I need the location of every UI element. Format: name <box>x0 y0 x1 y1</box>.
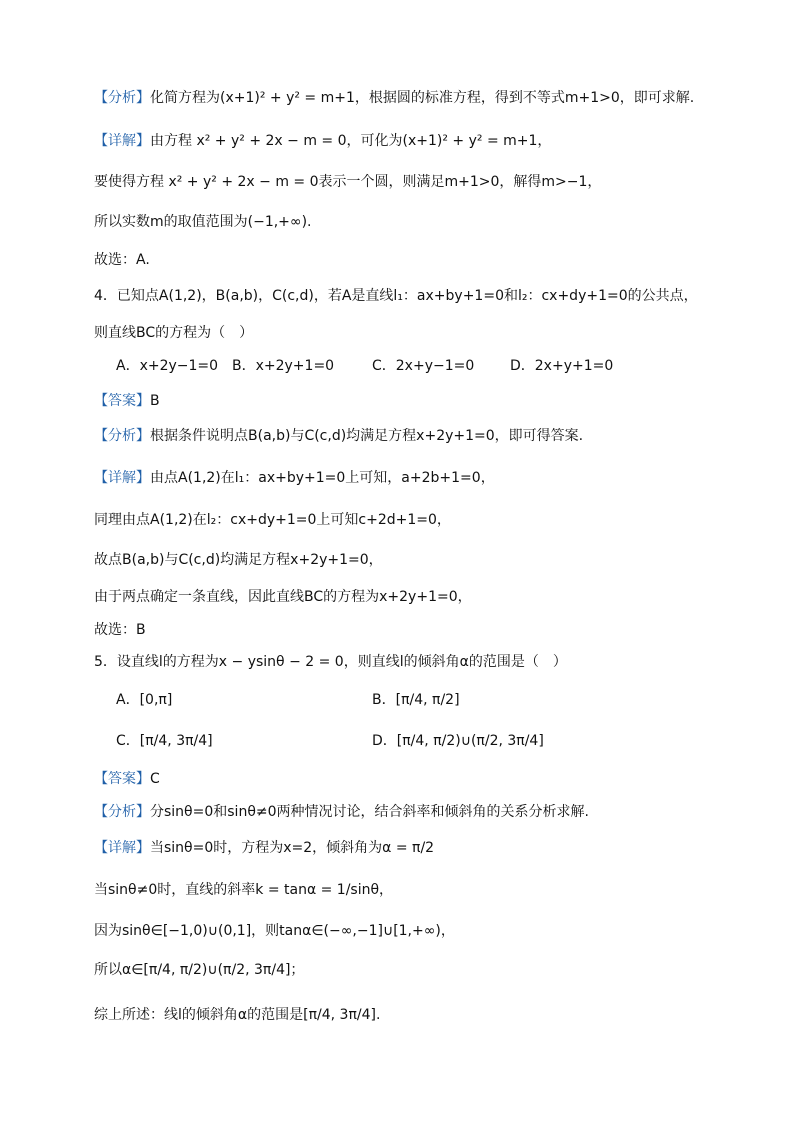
q4-stem-1: 4．已知点A(1,2)，B(a,b)，C(c,d)，若A是直线l₁：ax+by+1=0和l₂：cx+dy+1=0的公共点， <box>94 288 698 304</box>
q4-analysis <box>94 426 754 446</box>
analysis-text: 根据条件说明点B(a,b)与C(c,d)均满足方程x+2y+1=0，即可得答案. <box>150 428 584 444</box>
q4-conclusion: 故选：B <box>94 622 146 638</box>
detail-tag: 【详解】 <box>94 840 150 856</box>
q4-option-a: A．x+2y−1=0 <box>116 358 219 374</box>
q4-option-b: B．x+2y+1=0 <box>232 358 335 374</box>
q4-detail-4: 由于两点确定一条直线，因此直线BC的方程为x+2y+1=0， <box>94 589 472 605</box>
answer-tag: 【答案】 <box>94 393 150 409</box>
q4-option-d: D．2x+y+1=0 <box>510 358 614 374</box>
q4-detail-2: 同理由点A(1,2)在l₂：cx+dy+1=0上可知c+2d+1=0， <box>94 512 451 528</box>
q5-detail-2: 当sinθ≠0时，直线的斜率k = tanα = 1/sinθ， <box>94 882 394 898</box>
q3-detail-3: 所以实数m的取值范围为(−1,+∞). <box>94 214 312 230</box>
q5-detail-5: 综上所述：线l的倾斜角α的范围是[π/4, 3π/4]. <box>94 1007 381 1023</box>
q5-option-c: C．[π/4, 3π/4] <box>116 733 213 749</box>
q3-detail-1 <box>94 131 754 151</box>
detail-text: 由方程 x² + y² + 2x − m = 0，可化为(x+1)² + y² = m+1， <box>150 133 552 149</box>
q3-analysis <box>94 88 754 108</box>
analysis-tag: 【分析】 <box>94 804 150 820</box>
q5-detail-1 <box>94 838 754 858</box>
detail-tag: 【详解】 <box>94 470 150 486</box>
answer-tag: 【答案】 <box>94 771 150 787</box>
q4-detail-3: 故点B(a,b)与C(c,d)均满足方程x+2y+1=0， <box>94 552 383 568</box>
answer-value: C <box>150 771 160 787</box>
q5-stem: 5．设直线l的方程为x − ysinθ − 2 = 0，则直线l的倾斜角α的范围是（ ） <box>94 654 567 670</box>
q5-answer <box>94 769 754 789</box>
q5-detail-3: 因为sinθ∈[−1,0)∪(0,1]，则tanα∈(−∞,−1]∪[1,+∞)， <box>94 923 455 939</box>
detail-text: 当sinθ=0时，方程为x=2，倾斜角为α = π/2 <box>150 840 435 856</box>
answer-value: B <box>150 393 160 409</box>
q4-stem-2: 则直线BC的方程为（ ） <box>94 325 254 341</box>
analysis-text: 化简方程为(x+1)² + y² = m+1，根据圆的标准方程，得到不等式m+1>0，即可求解. <box>150 90 695 106</box>
q4-answer <box>94 391 754 411</box>
q5-option-d: D．[π/4, π/2)∪(π/2, 3π/4] <box>372 733 544 749</box>
analysis-text: 分sinθ=0和sinθ≠0两种情况讨论，结合斜率和倾斜角的关系分析求解. <box>150 804 589 820</box>
detail-tag: 【详解】 <box>94 133 150 149</box>
q5-option-a: A．[0,π] <box>116 692 173 708</box>
analysis-tag: 【分析】 <box>94 428 150 444</box>
q5-detail-4: 所以α∈[π/4, π/2)∪(π/2, 3π/4]； <box>94 962 305 978</box>
detail-text: 由点A(1,2)在l₁：ax+by+1=0上可知，a+2b+1=0， <box>150 470 495 486</box>
q5-analysis <box>94 802 754 822</box>
q4-option-c: C．2x+y−1=0 <box>372 358 475 374</box>
q3-detail-2: 要使得方程 x² + y² + 2x − m = 0表示一个圆，则满足m+1>0，解得m>−1， <box>94 174 602 190</box>
q5-option-b: B．[π/4, π/2] <box>372 692 460 708</box>
analysis-tag: 【分析】 <box>94 90 150 106</box>
q4-detail-1 <box>94 468 754 488</box>
q3-conclusion: 故选：A. <box>94 252 150 268</box>
